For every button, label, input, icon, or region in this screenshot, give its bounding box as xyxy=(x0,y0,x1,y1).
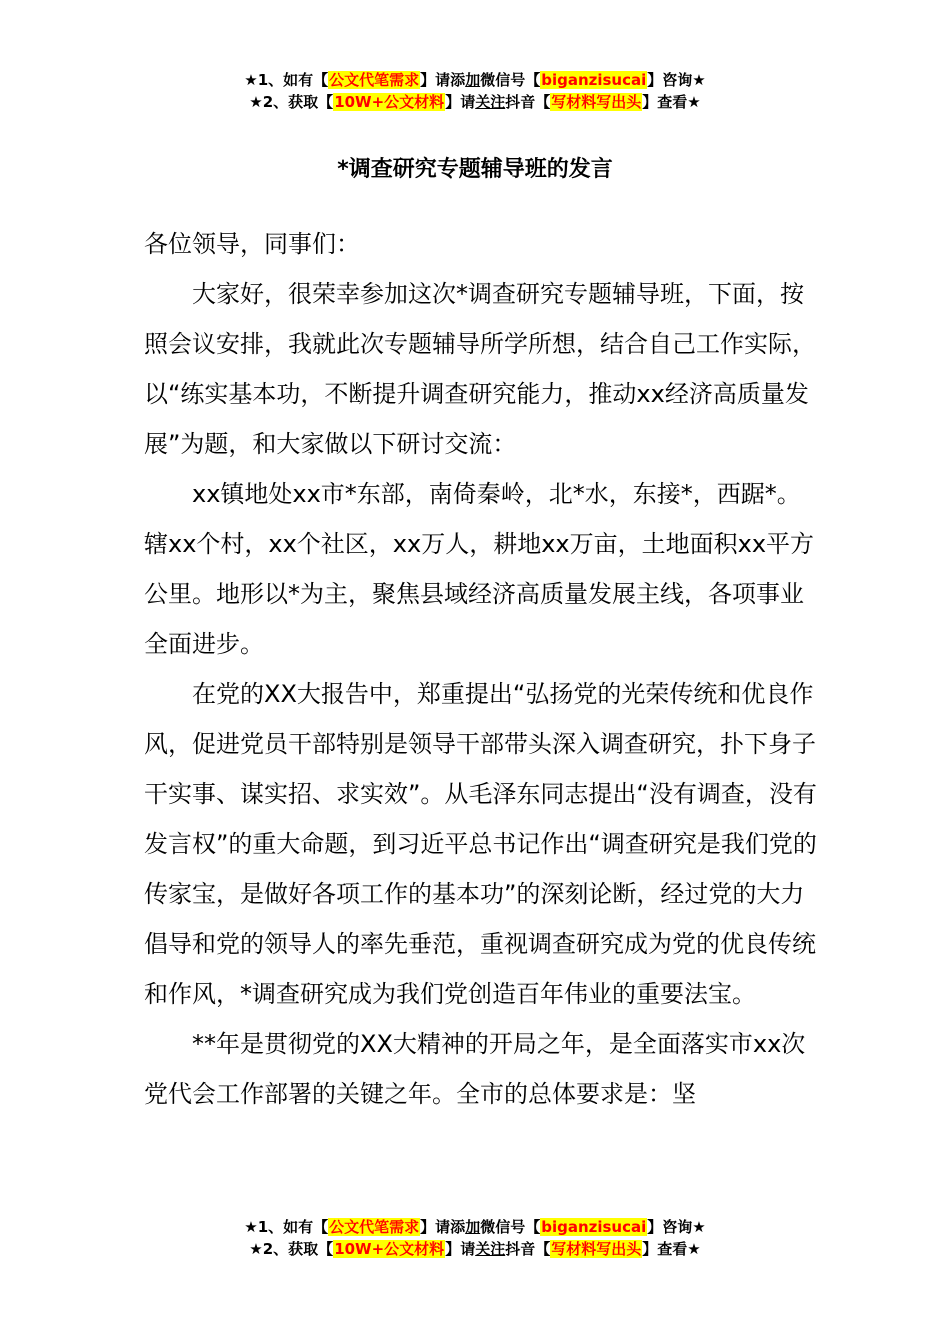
header-banner xyxy=(0,69,950,113)
banner-text: 】请 xyxy=(445,93,476,111)
banner-highlight-service: 公文代笔需求 xyxy=(329,71,420,89)
paragraph: xx镇地处xx市*东部，南倚秦岭，北*水，东接*，西踞*。辖xx个村，xx个社区，xx万人，耕地xx万亩，土地面积xx平方公里。地形以*为主，聚焦县域经济高质量发展主线，各项事业全面进步。 xyxy=(144,480,815,658)
banner-text: 】咨询★ xyxy=(647,71,706,89)
banner-text: 微信号【 xyxy=(480,1218,541,1236)
banner-text: 微信号【 xyxy=(480,71,541,89)
paragraph: 大家好，很荣幸参加这次*调查研究专题辅导班，下面，按照会议安排，我就此次专题辅导所学所想，结合自己工作实际，以“练实基本功，不断提升调查研究能力，推动xx经济高质量发展”为题，和大家做以下研讨交流： xyxy=(144,280,816,458)
banner-highlight-wechat-id: biganzisucai xyxy=(541,71,647,89)
banner-text: 】请 xyxy=(445,1240,476,1258)
banner-underlined-text: 关注 xyxy=(475,1240,506,1258)
banner-highlight-douyin: 写材料写出头 xyxy=(551,93,642,111)
banner-highlight-douyin: 写材料写出头 xyxy=(551,1240,642,1258)
banner-underlined-text: 关注 xyxy=(475,93,506,111)
document-title: *调查研究专题辅导班的发言 xyxy=(337,157,613,182)
banner-text: 】查看★ xyxy=(642,93,701,111)
banner-text: 】请添 xyxy=(420,1218,466,1236)
footer-banner xyxy=(0,1216,950,1260)
banner-line-1 xyxy=(0,69,950,91)
banner-text: 抖音【 xyxy=(505,1240,551,1258)
banner-text: 抖音【 xyxy=(505,93,551,111)
banner-highlight-materials: 10W+公文材料 xyxy=(334,1240,445,1258)
banner-underlined-text: 加 xyxy=(465,1218,481,1236)
paragraph: **年是贯彻党的XX大精神的开局之年，是全面落实市xx次党代会工作部署的关键之年。全市的总体要求是：坚 xyxy=(144,1030,806,1108)
banner-line-2 xyxy=(0,1238,950,1260)
banner-underlined-text: 加 xyxy=(465,71,481,89)
banner-text: ★2、获取【 xyxy=(249,1240,334,1258)
banner-highlight-materials: 10W+公文材料 xyxy=(334,93,445,111)
banner-highlight-wechat-id: biganzisucai xyxy=(541,1218,647,1236)
banner-highlight-service: 公文代笔需求 xyxy=(329,1218,420,1236)
banner-text: ★1、如有【 xyxy=(244,1218,329,1236)
banner-text: 】咨询★ xyxy=(647,1218,706,1236)
banner-line-1 xyxy=(0,1216,950,1238)
banner-text: 】查看★ xyxy=(642,1240,701,1258)
document-body xyxy=(144,219,820,1119)
banner-text: ★2、获取【 xyxy=(249,93,334,111)
salutation: 各位领导，同事们： xyxy=(144,230,360,258)
paragraph: 在党的XX大报告中，郑重提出“弘扬党的光荣传统和优良作风，促进党员干部特别是领导干部带头深入调查研究，扑下身子干实事、谋实招、求实效”。从毛泽东同志提出“没有调查，没有发言权”的重大命题，到习近平总书记作出“调查研究是我们党的传家宝，是做好各项工作的基本功”的深刻论断，经过党的大力倡导和党的领导人的率先垂范，重视调查研究成为党的优良传统和作风，*调查研究成为我们党创造百年伟业的重要法宝。 xyxy=(144,680,817,1008)
banner-line-2 xyxy=(0,91,950,113)
banner-text: ★1、如有【 xyxy=(244,71,329,89)
banner-text: 】请添 xyxy=(420,71,466,89)
